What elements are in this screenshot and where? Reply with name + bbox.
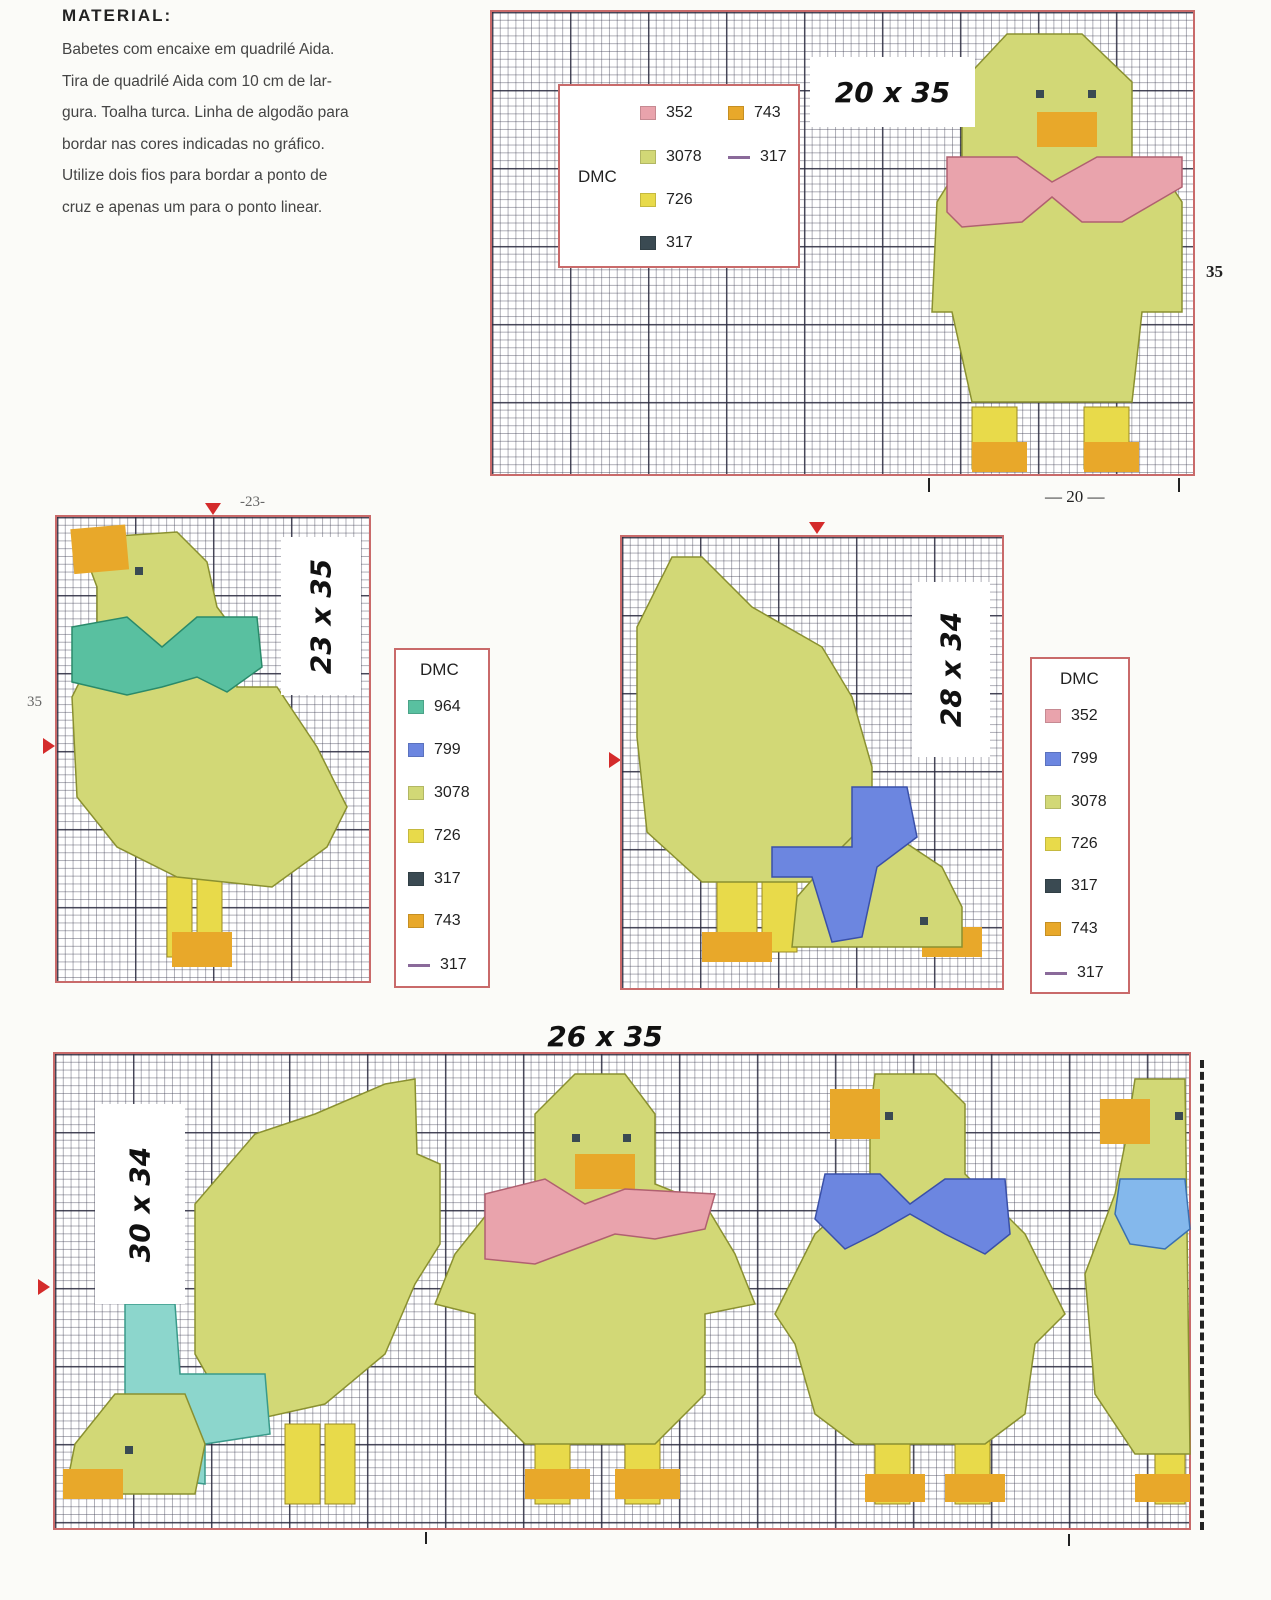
- swatch-799: [1045, 752, 1061, 766]
- legend-code: 3078: [1071, 793, 1107, 810]
- legend-code: 317: [1071, 877, 1098, 894]
- swatch-352: [1045, 709, 1061, 723]
- swatch-317: [408, 872, 424, 886]
- legend-item: [728, 148, 787, 166]
- repeat-edge-dashed-line: [1200, 1060, 1204, 1530]
- swatch-3078: [640, 150, 656, 164]
- legend-code: 964: [434, 698, 461, 715]
- legend-code: 3078: [434, 784, 470, 801]
- legend-item: [408, 912, 461, 930]
- legend-code: 352: [1071, 707, 1098, 724]
- legend-code: 799: [434, 741, 461, 758]
- swatch-317-line: [408, 964, 430, 967]
- tick-mark: [1178, 478, 1180, 492]
- tick-mark: [1068, 1534, 1070, 1546]
- legend-code: 743: [754, 104, 781, 121]
- legend-title: DMC: [1060, 669, 1099, 688]
- legend-code: 726: [1071, 835, 1098, 852]
- size-label-text: 23 x 35: [304, 558, 338, 674]
- chart-23x35-grid: [55, 515, 371, 983]
- chick-border-strip-figure: [55, 1054, 1193, 1532]
- size-label-text: 26 x 35: [547, 1019, 663, 1053]
- legend-item: [408, 956, 467, 974]
- swatch-352: [640, 106, 656, 120]
- legend-item: [408, 741, 461, 759]
- size-label-text: 30 x 34: [123, 1146, 157, 1262]
- swatch-726: [1045, 837, 1061, 851]
- swatch-3078: [408, 786, 424, 800]
- size-label: [95, 1104, 185, 1304]
- legend-code: 317: [434, 870, 461, 887]
- swatch-317-line: [728, 156, 750, 159]
- material-line: gura. Toalha turca. Linha de algodão para: [62, 104, 349, 121]
- material-line: Tira de quadrilé Aida com 10 cm de lar-: [62, 72, 332, 90]
- legend-item: [640, 104, 693, 122]
- legend-chart-2: [394, 648, 490, 988]
- legend-chart-1: [558, 84, 800, 268]
- legend-item: [640, 234, 693, 252]
- swatch-726: [640, 193, 656, 207]
- legend-item: [1045, 750, 1098, 768]
- chart-28x34-grid: [620, 535, 1004, 990]
- tick-mark: [928, 478, 930, 492]
- center-marker-icon: [43, 738, 55, 754]
- width-note: — 20 —: [1045, 487, 1105, 506]
- height-note: 35: [1206, 262, 1223, 281]
- chart-30x34-grid: [53, 1052, 1191, 1530]
- center-marker-icon: [38, 1279, 50, 1295]
- legend-item: [1045, 793, 1107, 811]
- swatch-726: [408, 829, 424, 843]
- legend-item: [408, 784, 470, 802]
- legend-item: [1045, 920, 1098, 938]
- swatch-317: [1045, 879, 1061, 893]
- legend-chart-3: [1030, 657, 1130, 994]
- size-label: [281, 537, 361, 695]
- swatch-743: [728, 106, 744, 120]
- legend-title: DMC: [578, 167, 617, 186]
- legend-code: 317: [760, 148, 787, 165]
- legend-item: [640, 191, 693, 209]
- legend-title: DMC: [420, 660, 459, 679]
- legend-code: 3078: [666, 148, 702, 165]
- legend-item: [408, 698, 461, 716]
- swatch-743: [408, 914, 424, 928]
- legend-code: 317: [666, 234, 693, 251]
- size-label: [810, 57, 975, 127]
- material-line: bordar nas cores indicadas no gráfico.: [62, 135, 325, 153]
- legend-item: [1045, 707, 1098, 725]
- legend-item: [1045, 964, 1104, 982]
- legend-code: 726: [434, 827, 461, 844]
- tick-mark: [425, 1532, 427, 1544]
- legend-code: 352: [666, 104, 693, 121]
- swatch-964: [408, 700, 424, 714]
- swatch-3078: [1045, 795, 1061, 809]
- legend-code: 799: [1071, 750, 1098, 767]
- legend-item: [408, 870, 461, 888]
- legend-item: [728, 104, 781, 122]
- material-title: MATERIAL:: [62, 6, 173, 25]
- legend-code: 743: [434, 912, 461, 929]
- legend-item: [640, 148, 702, 166]
- size-label-text: 28 x 34: [934, 611, 968, 728]
- material-description: [62, 34, 412, 223]
- center-marker-icon: [205, 503, 221, 515]
- side-note: 35: [27, 694, 42, 710]
- top-note: -23-: [240, 494, 265, 510]
- legend-code: 743: [1071, 920, 1098, 937]
- swatch-799: [408, 743, 424, 757]
- swatch-743: [1045, 922, 1061, 936]
- size-label-text: 20 x 35: [834, 75, 951, 109]
- material-line: Utilize dois fios para bordar a ponto de: [62, 167, 328, 184]
- legend-item: [1045, 877, 1098, 895]
- material-line: Babetes com encaixe em quadrilé Aida.: [62, 41, 335, 58]
- legend-code: 726: [666, 191, 693, 208]
- size-label: [912, 582, 990, 757]
- width-note-text: 20: [1066, 487, 1084, 506]
- center-marker-icon: [809, 522, 825, 534]
- material-line: cruz e apenas um para o ponto linear.: [62, 198, 323, 216]
- legend-item: [408, 827, 461, 845]
- legend-item: [1045, 835, 1098, 853]
- legend-code: 317: [440, 956, 467, 973]
- swatch-317-line: [1045, 972, 1067, 975]
- legend-code: 317: [1077, 964, 1104, 981]
- swatch-317: [640, 236, 656, 250]
